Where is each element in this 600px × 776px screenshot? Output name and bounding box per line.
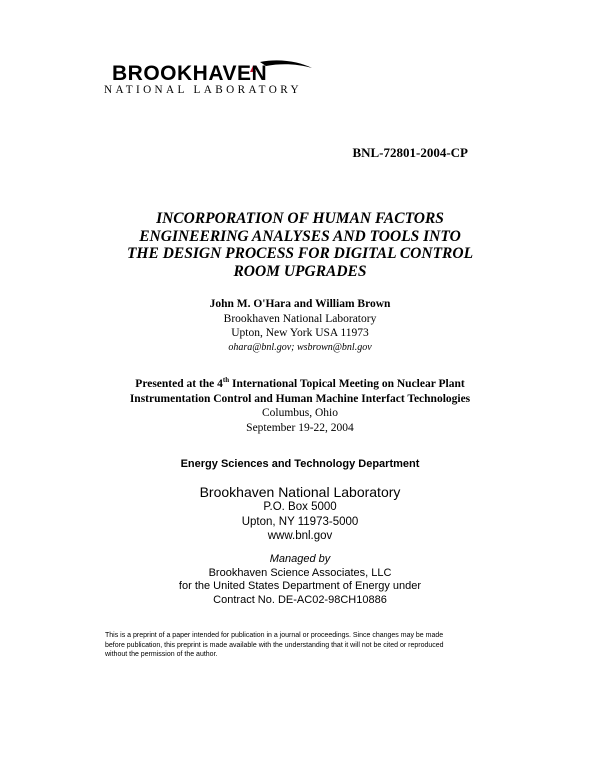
title-line: THE DESIGN PROCESS FOR DIGITAL CONTROL — [126, 245, 474, 262]
conference-line-2: Instrumentation Control and Human Machine Interfact Technologies — [129, 392, 471, 405]
lab-name: Brookhaven National Laboratory — [199, 484, 401, 500]
logo-wordmark: BROOKHAVEN — [112, 62, 268, 85]
author-emails: ohara@bnl.gov; wsbrown@bnl.gov — [228, 341, 372, 353]
lab-web: www.bnl.gov — [267, 530, 333, 542]
department: Energy Sciences and Technology Department — [180, 458, 420, 470]
author-block — [0, 297, 600, 355]
conference-dates: September 19-22, 2004 — [246, 421, 354, 434]
managing-org: Brookhaven Science Associates, LLC — [208, 566, 392, 579]
report-number: BNL-72801-2004-CP — [352, 145, 468, 160]
author-names: John M. O'Hara and William Brown — [209, 298, 391, 310]
author-location: Upton, New York USA 11973 — [231, 327, 369, 339]
disclaimer-line: before publication, this preprint is made available with the understanding that it will not be cited or reproduced — [105, 641, 444, 649]
conference-block — [0, 377, 600, 435]
lab-address — [0, 500, 600, 544]
logo-subline: NATIONAL LABORATORY — [104, 84, 302, 96]
title-line: ENGINEERING ANALYSES AND TOOLS INTO — [139, 227, 461, 245]
brookhaven-logo — [100, 60, 320, 100]
title-line: INCORPORATION OF HUMAN FACTORS — [156, 210, 444, 227]
disclaimer-line: without the permission of the author. — [105, 651, 218, 659]
disclaimer-line: This is a preprint of a paper intended for publication in a journal or proceedings. Since changes may be made — [105, 632, 444, 639]
management-block — [0, 553, 600, 607]
title-line: ROOM UPGRADES — [233, 262, 367, 280]
managed-by: Managed by — [269, 553, 331, 565]
lab-po-box: P.O. Box 5000 — [263, 501, 337, 513]
contract-number: Contract No. DE-AC02-98CH10886 — [213, 593, 387, 606]
managed-for: for the United States Department of Energy under — [178, 580, 422, 592]
author-affiliation: Brookhaven National Laboratory — [223, 312, 377, 325]
ordinal-suffix: th — [222, 376, 230, 384]
conference-place: Columbus, Ohio — [261, 407, 339, 419]
preprint-disclaimer — [105, 631, 500, 660]
paper-title — [0, 210, 600, 280]
lab-city: Upton, NY 11973-5000 — [241, 515, 359, 528]
conference-line-1: Presented at the 4th International Topical Meeting on Nuclear Plant — [135, 376, 465, 390]
